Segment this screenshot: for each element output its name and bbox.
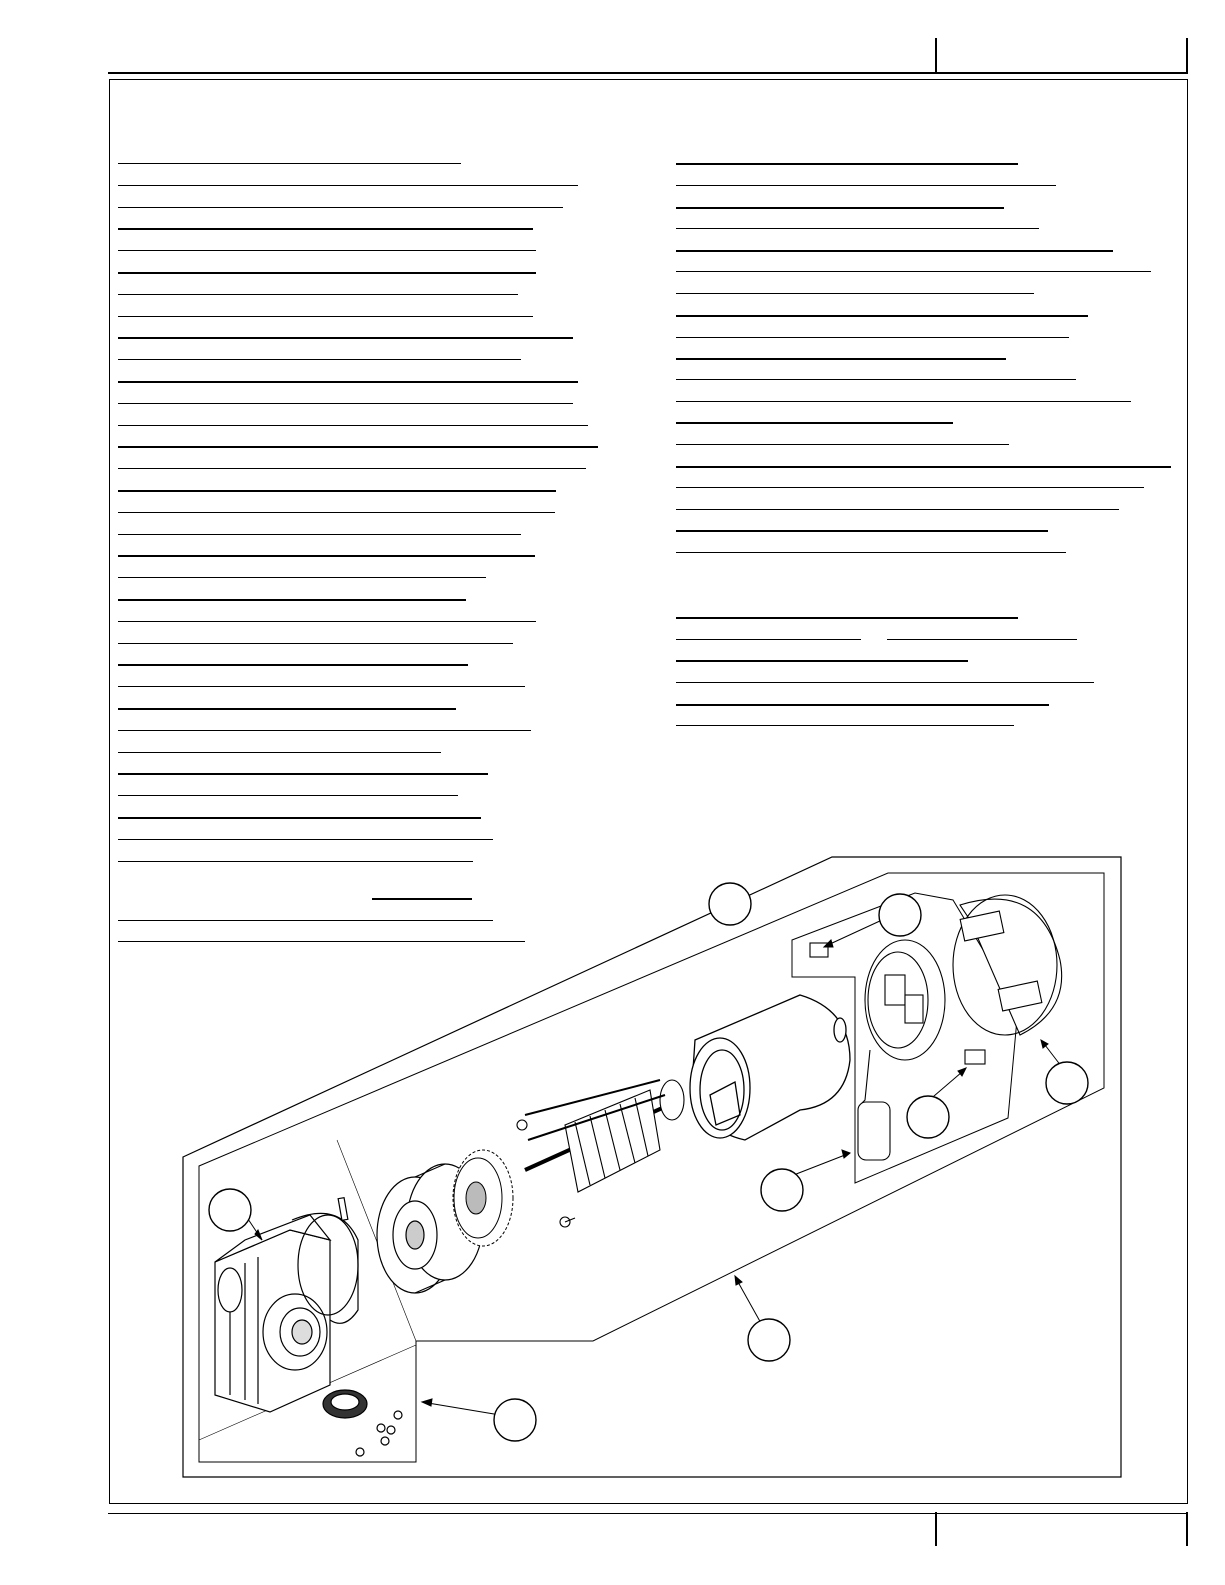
callout-6: [209, 1189, 251, 1231]
callout-4: [907, 1096, 949, 1138]
callout-8: [494, 1399, 536, 1441]
callout-1: [709, 883, 751, 925]
footer-page-divider: [935, 1512, 937, 1546]
callout-circles: [209, 883, 1088, 1441]
footer-page-box: [940, 1520, 1180, 1540]
armature: [517, 1080, 684, 1227]
motor-housing: [690, 995, 850, 1140]
callout-3: [1046, 1062, 1088, 1104]
gear-reducer-cover: [323, 1390, 402, 1456]
brush-cover-band: [953, 895, 1062, 1035]
fan: [453, 1150, 513, 1246]
callout-5: [761, 1169, 803, 1211]
footer-rule: [108, 1513, 1188, 1514]
callout-2: [879, 894, 921, 936]
motor-subassembly-outline: [199, 873, 1104, 1462]
callout-7: [748, 1319, 790, 1361]
footer-right-tick: [1186, 1512, 1188, 1546]
